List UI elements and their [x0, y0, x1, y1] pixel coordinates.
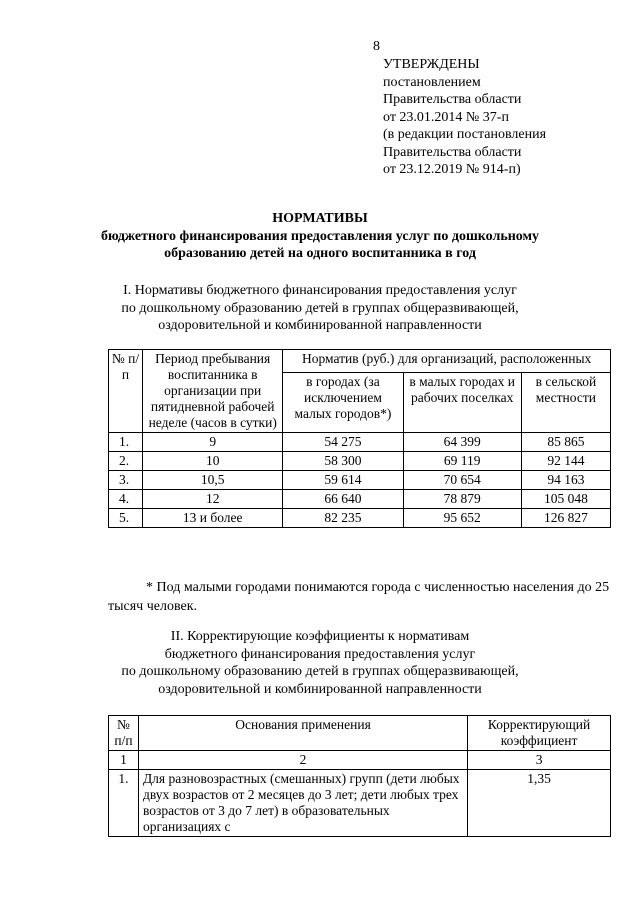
section-heading-line: по дошкольному образованию детей в группах общеразвивающей,	[121, 664, 519, 679]
section-heading-line: бюджетного финансирования предоставления услуг	[164, 646, 476, 662]
approval-line: от 23.12.2019 № 914-п)	[383, 162, 521, 177]
header-period: Период пребывания воспитанника в организации при пятидневной рабочей неделе (часов в сутки)	[143, 350, 283, 433]
header-cities: в городах (за исключением малых городов*)	[283, 372, 403, 432]
row-small: 69 119	[403, 452, 521, 471]
header-basis: Основания применения	[138, 716, 467, 751]
norms-table	[108, 349, 611, 528]
column-index: 1	[109, 751, 139, 770]
row-period: 10	[143, 452, 283, 471]
approval-line: от 23.01.2014 № 37-п	[383, 109, 509, 125]
row-num: 5.	[109, 509, 143, 528]
table-row	[109, 471, 611, 490]
row-coefficient: 1,35	[468, 770, 611, 837]
row-period: 9	[143, 433, 283, 452]
table-row	[109, 490, 611, 509]
coefficients-table	[108, 715, 611, 837]
row-period: 12	[143, 490, 283, 509]
row-cities: 59 614	[283, 471, 403, 490]
header-norm: Норматив (руб.) для организаций, расположенных	[283, 350, 611, 373]
row-cities: 82 235	[283, 509, 403, 528]
section-heading-line: оздоровительной и комбинированной направленности	[158, 318, 482, 333]
row-small: 64 399	[403, 433, 521, 452]
section-2-heading	[0, 628, 640, 698]
row-cities: 58 300	[283, 452, 403, 471]
document-title	[0, 210, 640, 263]
row-num: 2.	[109, 452, 143, 471]
column-index: 3	[468, 751, 611, 770]
title-line: образованию детей на одного воспитанника в год	[164, 246, 476, 261]
footnote: * Под малыми городами понимаются города с численностью населения до 25 тысяч человек.	[108, 580, 610, 614]
row-num: 1.	[109, 433, 143, 452]
row-num: 4.	[109, 490, 143, 509]
row-small: 78 879	[403, 490, 521, 509]
approval-line: Правительства области	[383, 144, 522, 160]
section-heading-line: I. Нормативы бюджетного финансирования предоставления услуг	[123, 283, 517, 298]
row-period: 10,5	[143, 471, 283, 490]
section-heading-line: II. Корректирующие коэффициенты к нормативам	[170, 629, 470, 644]
row-small: 95 652	[403, 509, 521, 528]
table-row	[109, 770, 611, 837]
row-small: 70 654	[403, 471, 521, 490]
row-num: 1.	[109, 770, 139, 837]
header-small-towns: в малых городах и рабочих поселках	[403, 372, 521, 432]
approval-line: (в редакции постановления	[383, 127, 547, 142]
approval-line: постановлением	[383, 74, 481, 90]
row-rural: 92 144	[521, 452, 610, 471]
row-rural: 85 865	[521, 433, 610, 452]
title-line: НОРМАТИВЫ	[272, 211, 368, 226]
header-num: № п/п	[109, 350, 143, 433]
column-index: 2	[138, 751, 467, 770]
page-number: 8	[373, 39, 380, 54]
row-rural: 105 048	[521, 490, 610, 509]
approval-line: УТВЕРЖДЕНЫ	[383, 57, 480, 72]
table-row	[109, 433, 611, 452]
title-line: бюджетного финансирования предоставления услуг по дошкольному	[100, 228, 540, 244]
row-cities: 54 275	[283, 433, 403, 452]
row-rural: 126 827	[521, 509, 610, 528]
approval-stamp	[383, 56, 633, 179]
table-row	[109, 509, 611, 528]
header-coefficient: Корректирующий коэффициент	[468, 716, 611, 751]
section-1-heading	[0, 282, 640, 335]
header-num: № п/п	[109, 716, 139, 751]
table-row	[109, 452, 611, 471]
header-rural: в сельской местности	[521, 372, 610, 432]
row-basis: Для разновозрастных (смешанных) групп (дети любых двух возрастов от 2 месяцев до 3 лет; дети любых трех возрастов от 3 до 7 лет) в образовательных организациях с	[138, 770, 467, 837]
approval-line: Правительства области	[383, 92, 522, 107]
row-num: 3.	[109, 471, 143, 490]
row-cities: 66 640	[283, 490, 403, 509]
row-rural: 94 163	[521, 471, 610, 490]
row-period: 13 и более	[143, 509, 283, 528]
section-heading-line: оздоровительной и комбинированной направленности	[158, 681, 482, 697]
section-heading-line: по дошкольному образованию детей в группах общеразвивающей,	[121, 300, 519, 316]
